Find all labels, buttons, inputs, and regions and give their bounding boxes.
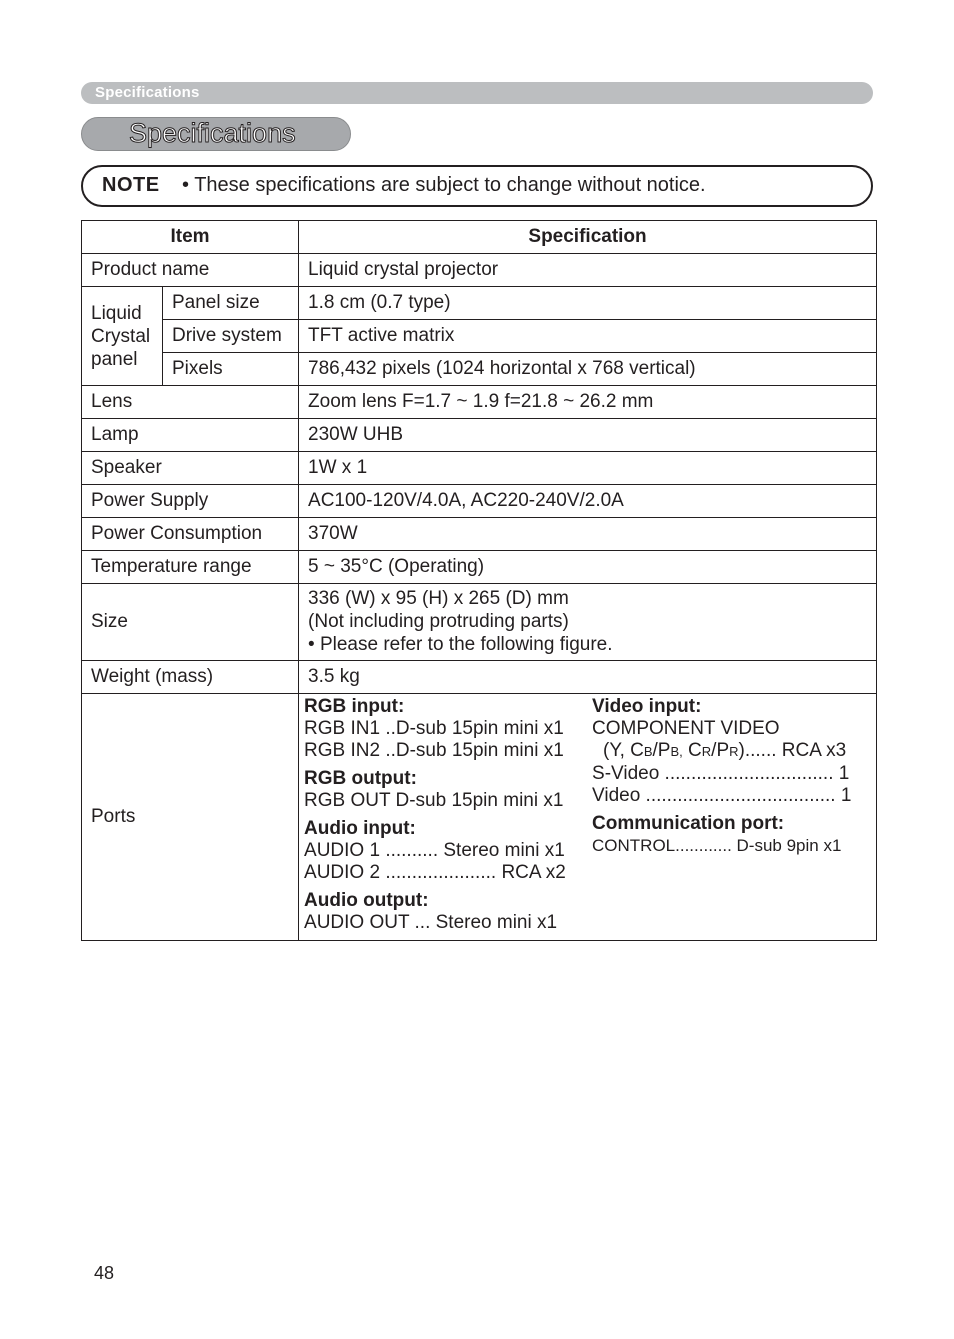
ycbcr-slash: /P <box>652 740 671 761</box>
header-item: Item <box>82 221 299 254</box>
row-item: Lamp <box>82 419 299 452</box>
table-row <box>82 551 877 584</box>
row-value: 5 ~ 35°C (Operating) <box>299 551 877 584</box>
ycbcr-sub: R <box>729 744 739 759</box>
rgb-output-group <box>304 768 592 812</box>
row-value: Liquid crystal projector <box>299 254 877 287</box>
size-line: • Please refer to the following figure. <box>308 634 613 655</box>
row-value: 370W <box>299 518 877 551</box>
row-item: Size <box>82 584 299 661</box>
table-row <box>82 386 877 419</box>
size-line: 336 (W) x 95 (H) x 265 (D) mm <box>308 588 569 609</box>
group-title: Audio input: <box>304 818 416 839</box>
ycbcr-sub: B <box>643 744 653 759</box>
header-specification: Specification <box>299 221 877 254</box>
communication-port-group <box>592 813 862 857</box>
ports-value <box>299 694 877 941</box>
table-row <box>82 320 877 353</box>
table-header-row <box>82 221 877 254</box>
port-line: AUDIO 2 ..................... RCA x2 <box>304 862 566 883</box>
row-value: TFT active matrix <box>299 320 877 353</box>
row-item: Ports <box>82 694 299 941</box>
row-item: Power Consumption <box>82 518 299 551</box>
size-line: (Not including protruding parts) <box>308 611 569 632</box>
row-item: Speaker <box>82 452 299 485</box>
row-value: Zoom lens F=1.7 ~ 1.9 f=21.8 ~ 26.2 mm <box>299 386 877 419</box>
table-row <box>82 254 877 287</box>
row-item: Lens <box>82 386 299 419</box>
ports-grid <box>304 696 871 940</box>
audio-output-group <box>304 890 592 934</box>
port-line: RGB IN1 ..D-sub 15pin mini x1 <box>304 718 564 739</box>
size-value <box>299 584 877 661</box>
note-label: NOTE <box>102 174 160 196</box>
port-line: Video .................................... 1 <box>592 785 852 806</box>
row-item: Power Supply <box>82 485 299 518</box>
ports-left-column <box>304 696 592 940</box>
port-line: CONTROL............ D-sub 9pin x1 <box>592 836 842 855</box>
table-row <box>82 518 877 551</box>
ycbcr-open: (Y, C <box>603 740 644 761</box>
specifications-table <box>81 220 877 941</box>
group-title: RGB input: <box>304 696 405 717</box>
port-line: AUDIO OUT ... Stereo mini x1 <box>304 912 558 933</box>
page-title-pill <box>81 117 351 151</box>
row-value: 786,432 pixels (1024 horizontal x 768 vertical) <box>299 353 877 386</box>
ports-right-column <box>592 696 862 940</box>
port-line: RGB IN2 ..D-sub 15pin mini x1 <box>304 740 564 761</box>
ycbcr-tail: )...... RCA x3 <box>738 740 847 761</box>
group-title: Video input: <box>592 696 702 717</box>
row-item: Product name <box>82 254 299 287</box>
page-number: 48 <box>94 1263 115 1283</box>
row-item: Drive system <box>163 320 299 353</box>
row-item: Temperature range <box>82 551 299 584</box>
row-value: 230W UHB <box>299 419 877 452</box>
table-row <box>82 353 877 386</box>
page-title: Specifications <box>129 118 296 148</box>
table-row <box>82 485 877 518</box>
port-line: S-Video ................................ 1 <box>592 763 850 784</box>
table-row <box>82 661 877 694</box>
group-title: Audio output: <box>304 890 429 911</box>
table-row <box>82 584 877 661</box>
row-value: 1.8 cm (0.7 type) <box>299 287 877 320</box>
ycbcr-sub: R <box>701 744 712 759</box>
row-item: Panel size <box>163 287 299 320</box>
video-input-group <box>592 696 862 807</box>
table-row <box>82 419 877 452</box>
table-row <box>82 694 877 941</box>
group-title: Communication port: <box>592 813 785 834</box>
ycbcr-slash: /P <box>711 740 730 761</box>
audio-input-group <box>304 818 592 884</box>
section-header-label: Specifications <box>95 84 200 101</box>
lcd-panel-group-label: Liquid Crystal panel <box>82 287 163 386</box>
rgb-input-group <box>304 696 592 762</box>
section-header-bar <box>81 82 873 104</box>
row-value: 1W x 1 <box>299 452 877 485</box>
port-line: AUDIO 1 .......... Stereo mini x1 <box>304 840 565 861</box>
group-title: RGB output: <box>304 768 417 789</box>
table-row <box>82 452 877 485</box>
ycbcr-sub: B, <box>670 744 683 759</box>
row-item: Weight (mass) <box>82 661 299 694</box>
port-line: COMPONENT VIDEO <box>592 718 780 739</box>
component-ycbcr-line <box>592 740 862 763</box>
row-item: Pixels <box>163 353 299 386</box>
note-box <box>81 165 873 207</box>
row-value: 3.5 kg <box>299 661 877 694</box>
ycbcr-mid: C <box>682 740 702 761</box>
note-text: • These specifications are subject to change without notice. <box>182 174 706 196</box>
row-value: AC100-120V/4.0A, AC220-240V/2.0A <box>299 485 877 518</box>
table-row <box>82 287 877 320</box>
port-line: RGB OUT D-sub 15pin mini x1 <box>304 790 564 811</box>
